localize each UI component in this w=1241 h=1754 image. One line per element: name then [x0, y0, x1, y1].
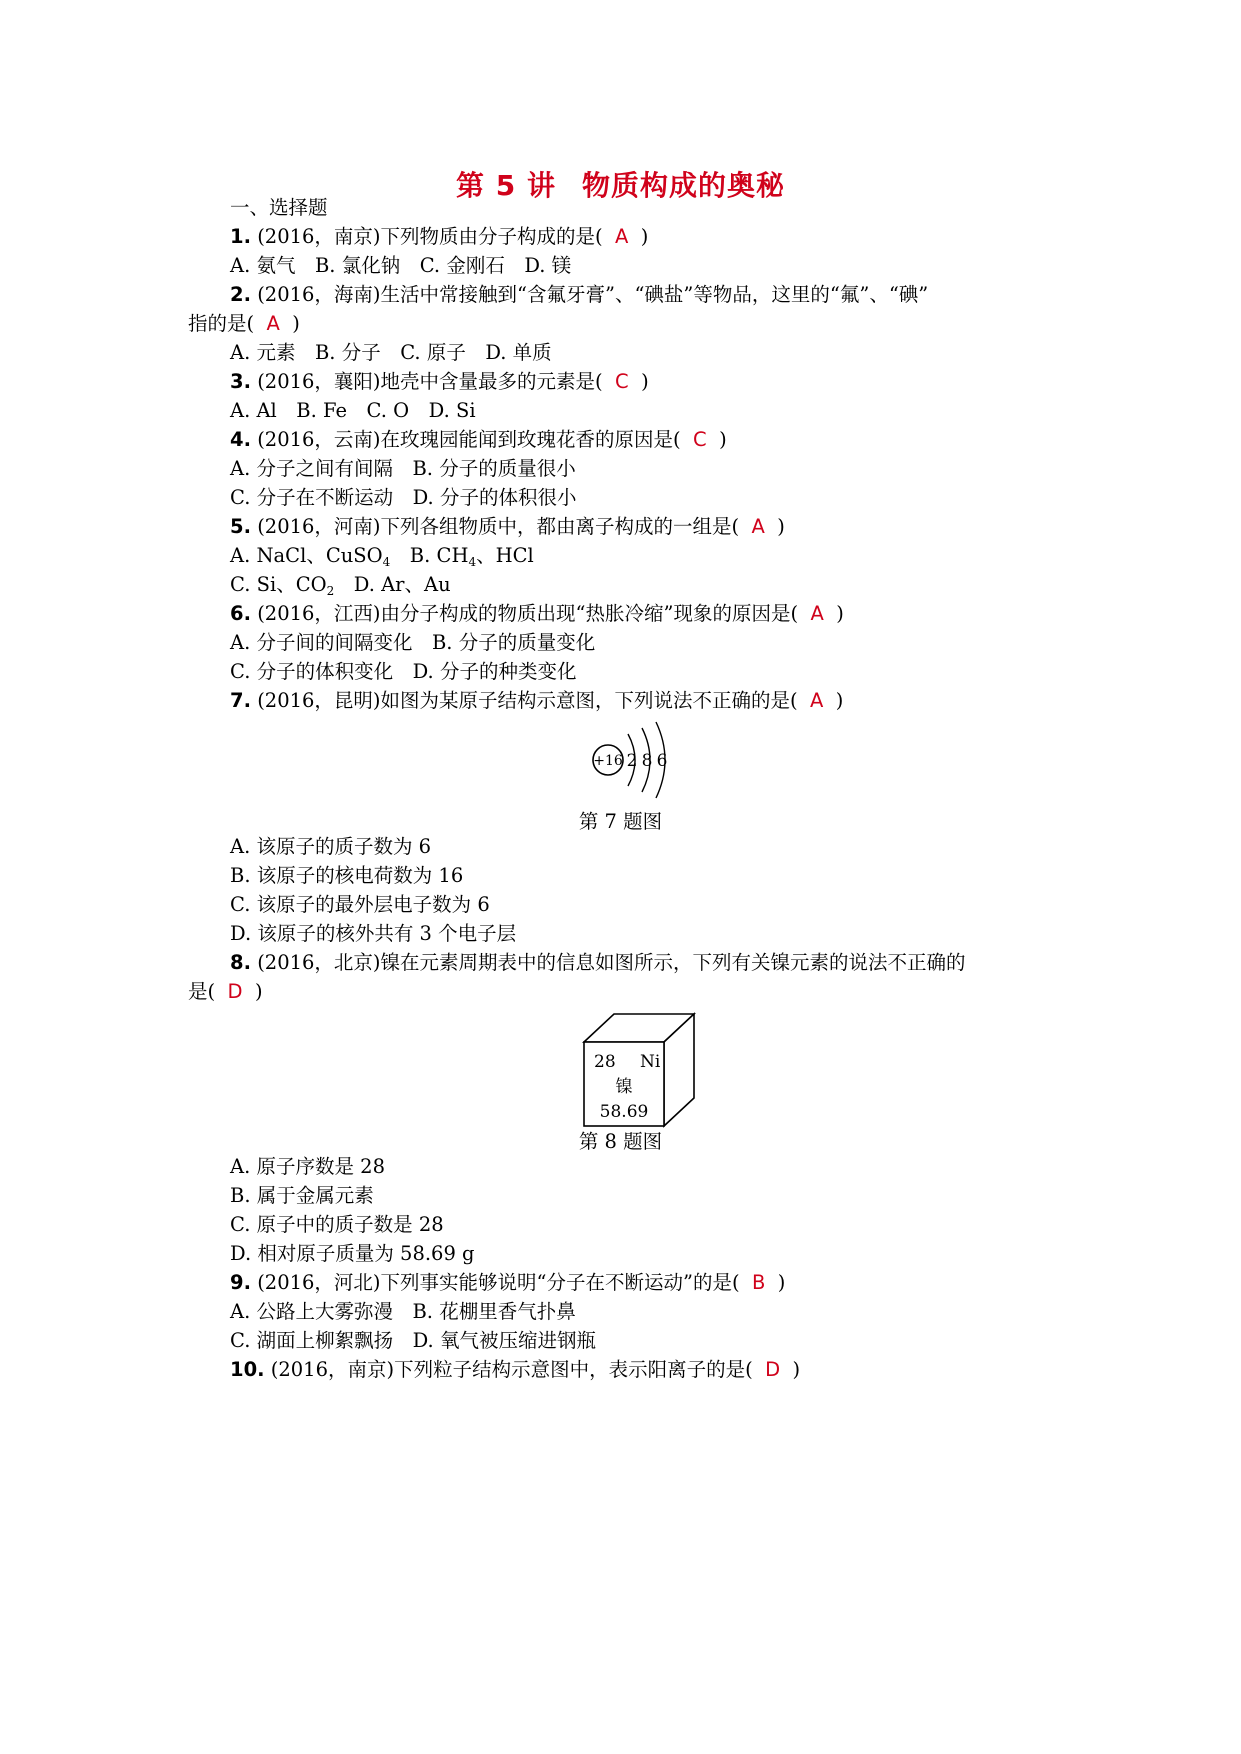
answer: C: [615, 370, 629, 393]
options-4-a: A. 分子之间有间隔 B. 分子的质量很小: [230, 457, 576, 480]
question-5: [230, 515, 785, 539]
element-symbol: Ni: [640, 1052, 661, 1072]
page-title: [0, 164, 1241, 204]
options-6-a: A. 分子间的间隔变化 B. 分子的质量变化: [230, 631, 596, 654]
options-7-b: B. 该原子的核电荷数为 16: [230, 864, 464, 887]
options-6-b: C. 分子的体积变化 D. 分子的种类变化: [230, 660, 577, 683]
atomic-mass: 58.69: [599, 1102, 649, 1122]
options-1: A. 氨气 B. 氯化钠 C. 金刚石 D. 镁: [230, 254, 572, 277]
question-stem: (2016，江西)由分子构成的物质出现“热胀冷缩”现象的原因是(: [257, 602, 799, 625]
answer: B: [751, 1271, 766, 1294]
option-text: D. Ar、Au: [334, 573, 451, 596]
question-8: [230, 951, 966, 975]
paren: ): [777, 1271, 786, 1294]
shell-electrons-2: 8: [641, 751, 653, 771]
question-number: 1.: [230, 225, 251, 248]
question-2: [230, 283, 928, 307]
paren: ): [640, 225, 649, 248]
question-7: [230, 689, 843, 713]
question-number: 2.: [230, 283, 251, 306]
options-7-d: D. 该原子的核外共有 3 个电子层: [230, 922, 517, 945]
subscript: 2: [326, 584, 335, 598]
question-10: [230, 1358, 800, 1382]
question-number: 5.: [230, 515, 251, 538]
question-6: [230, 602, 844, 626]
question-1: [230, 225, 648, 249]
question-number: 9.: [230, 1271, 251, 1294]
question-number: 3.: [230, 370, 251, 393]
option-text: B. CH: [390, 544, 469, 567]
question-stem: (2016，河南)下列各组物质中，都由离子构成的一组是(: [257, 515, 740, 538]
shell-electrons-3: 6: [656, 751, 668, 771]
options-5-a: [230, 544, 534, 574]
paren: ): [641, 370, 649, 393]
subscript: 4: [382, 555, 391, 569]
options-8-b: B. 属于金属元素: [230, 1184, 374, 1207]
figure-7-caption: 第 7 题图: [578, 810, 663, 833]
title-lecture: 第 5 讲: [456, 169, 556, 202]
nucleus-charge: +16: [593, 753, 623, 769]
options-8-a: A. 原子序数是 28: [230, 1155, 385, 1178]
options-4-b: C. 分子在不断运动 D. 分子的体积很小: [230, 486, 577, 509]
question-stem-cont: 指的是(: [188, 312, 255, 335]
answer: A: [810, 689, 824, 712]
paren: ): [777, 515, 785, 538]
option-text: 、HCl: [476, 544, 534, 567]
paren: ): [254, 980, 263, 1003]
answer: D: [765, 1358, 781, 1381]
question-4: [230, 428, 727, 452]
subscript: 4: [468, 555, 477, 569]
question-stem-cont: 是(: [188, 980, 216, 1003]
question-stem: (2016，海南)生活中常接触到“含氟牙膏”、“碘盐”等物品，这里的“氟”、“碘”: [257, 283, 929, 306]
answer: A: [751, 515, 765, 538]
options-9-a: A. 公路上大雾弥漫 B. 花棚里香气扑鼻: [230, 1300, 576, 1323]
option-text: A. NaCl、CuSO: [230, 544, 383, 567]
question-stem: (2016，南京)下列粒子结构示意图中，表示阳离子的是(: [270, 1358, 753, 1381]
answer: A: [615, 225, 629, 248]
question-number: 7.: [230, 689, 251, 712]
paren: ): [719, 428, 727, 451]
element-name: 镍: [615, 1077, 633, 1097]
options-3: A. Al B. Fe C. O D. Si: [230, 399, 476, 422]
question-number: 4.: [230, 428, 251, 451]
question-number: 6.: [230, 602, 251, 625]
atomic-number: 28: [594, 1052, 616, 1072]
options-8-d: D. 相对原子质量为 58.69 g: [230, 1242, 475, 1265]
options-9-b: C. 湖面上柳絮飘扬 D. 氧气被压缩进钢瓶: [230, 1329, 596, 1352]
paren: ): [792, 1358, 801, 1381]
question-stem: (2016，襄阳)地壳中含量最多的元素是(: [257, 370, 603, 393]
options-7-c: C. 该原子的最外层电子数为 6: [230, 893, 490, 916]
atom-structure-diagram: [590, 718, 690, 802]
answer: D: [227, 980, 243, 1003]
answer: C: [693, 428, 707, 451]
section-heading: 一、选择题: [230, 196, 328, 219]
question-8-cont: [188, 980, 263, 1004]
question-9: [230, 1271, 785, 1295]
question-stem: (2016，河北)下列事实能够说明“分子在不断运动”的是(: [257, 1271, 740, 1294]
question-stem: (2016，云南)在玫瑰园能闻到玫瑰花香的原因是(: [257, 428, 681, 451]
question-stem: (2016，北京)镍在元素周期表中的信息如图所示，下列有关镍元素的说法不正确的: [257, 951, 966, 974]
question-number: 8.: [230, 951, 251, 974]
options-2: A. 元素 B. 分子 C. 原子 D. 单质: [230, 341, 552, 364]
element-cube-diagram: [580, 1012, 700, 1130]
question-number: 10.: [230, 1358, 265, 1381]
figure-8-caption: 第 8 题图: [578, 1130, 663, 1153]
paren: ): [292, 312, 300, 335]
title-topic: 物质构成的奥秘: [581, 169, 785, 202]
question-stem: (2016，昆明)如图为某原子结构示意图，下列说法不正确的是(: [257, 689, 798, 712]
answer: A: [266, 312, 280, 335]
paren: ): [836, 602, 844, 625]
paren: ): [835, 689, 844, 712]
question-2-cont: [188, 312, 300, 336]
options-5-b: [230, 573, 451, 603]
answer: A: [810, 602, 824, 625]
question-3: [230, 370, 649, 394]
options-7-a: A. 该原子的质子数为 6: [230, 835, 432, 858]
option-text: C. Si、CO: [230, 573, 327, 596]
options-8-c: C. 原子中的质子数是 28: [230, 1213, 444, 1236]
shell-electrons-1: 2: [626, 751, 638, 771]
question-stem: (2016，南京)下列物质由分子构成的是(: [257, 225, 603, 248]
